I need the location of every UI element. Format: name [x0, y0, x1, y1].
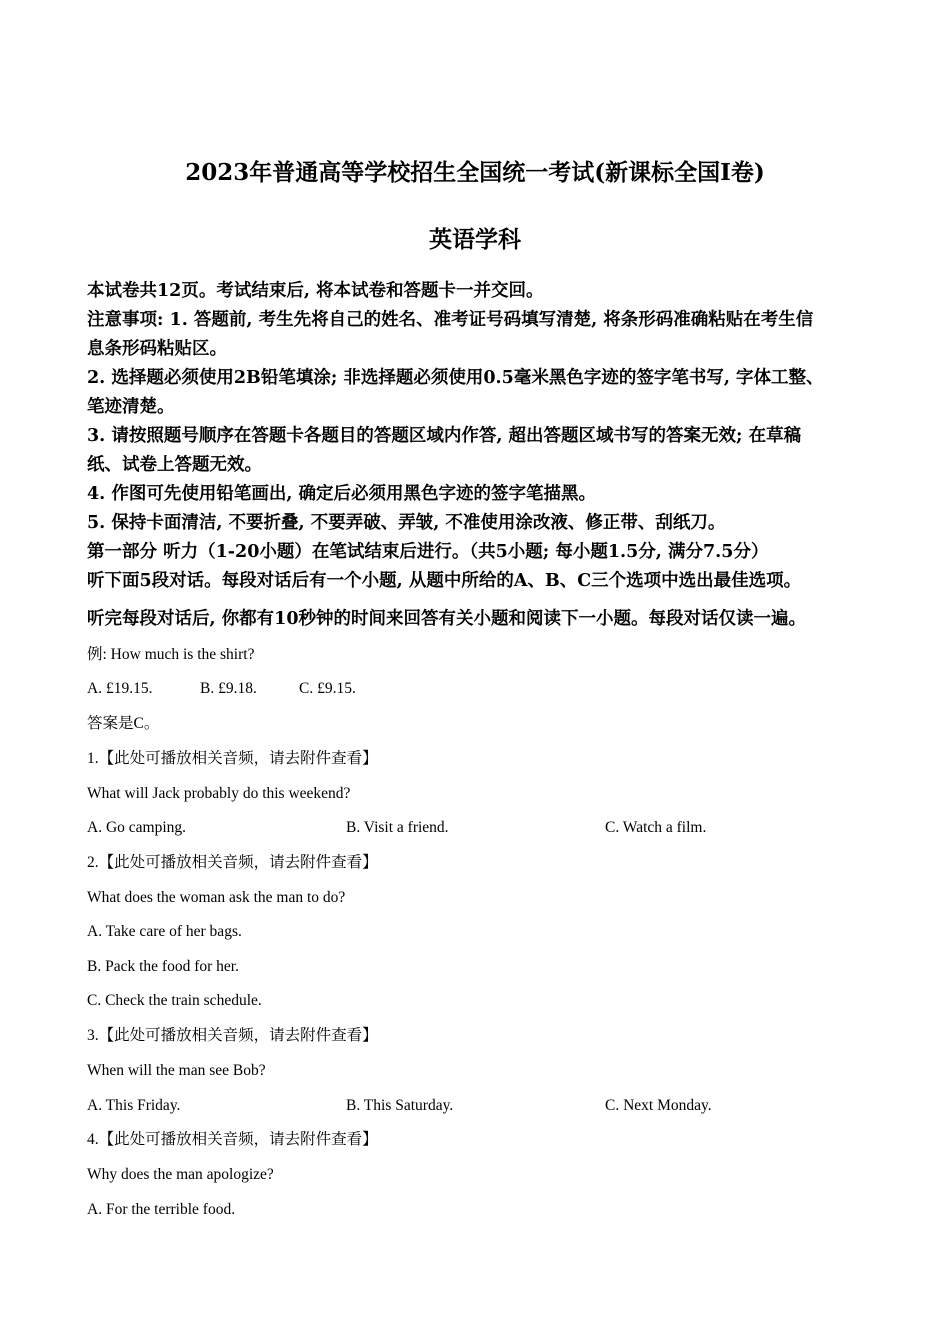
section-direction: 听下面5段对话。每段对话后有一个小题, 从题中所给的A、B、C三个选项中选出最佳选项。	[87, 571, 802, 591]
instruction-line: 3. 请按照题号顺序在答题卡各题目的答题区域内作答, 超出答题区域书写的答案无效; 在草稿	[87, 426, 802, 446]
instruction-line: 4. 作图可先使用铅笔画出, 确定后必须用黑色字迹的签字笔描黑。	[87, 484, 597, 504]
example-answer: 答案是C。	[87, 715, 160, 732]
instruction-line: 本试卷共12页。考试结束后, 将本试卷和答题卡一并交回。	[87, 281, 544, 301]
instruction-line: 息条形码粘贴区。	[87, 339, 227, 359]
instruction-line: 2. 选择题必须使用2B铅笔填涂; 非选择题必须使用0.5毫米黑色字迹的签字笔书写, 字体工整、	[87, 368, 824, 388]
audio-note: 4.【此处可播放相关音频，请去附件查看】	[87, 1131, 378, 1148]
example-option-a: A. £19.15.	[87, 680, 153, 697]
instruction-line: 纸、试卷上答题无效。	[87, 455, 262, 475]
option-c: C. Watch a film.	[605, 819, 707, 836]
question-text: What will Jack probably do this weekend?	[87, 785, 351, 802]
section-direction: 听完每段对话后, 你都有10秒钟的时间来回答有关小题和阅读下一小题。每段对话仅读一遍。	[87, 609, 807, 629]
instruction-line: 笔迹清楚。	[87, 397, 175, 417]
option-c: C. Check the train schedule.	[87, 992, 262, 1009]
question-text: What does the woman ask the man to do?	[87, 889, 346, 906]
audio-note: 1.【此处可播放相关音频，请去附件查看】	[87, 750, 378, 767]
option-a: A. This Friday.	[87, 1097, 181, 1114]
question-text: Why does the man apologize?	[87, 1166, 274, 1183]
option-b: B. This Saturday.	[346, 1097, 454, 1114]
option-a: A. Go camping.	[87, 819, 187, 836]
subject-title: 英语学科	[429, 226, 521, 253]
question-text: When will the man see Bob?	[87, 1062, 266, 1079]
option-a: A. For the terrible food.	[87, 1201, 236, 1218]
option-b: B. Visit a friend.	[346, 819, 449, 836]
example-option-b: B. £9.18.	[200, 680, 257, 697]
example-option-c: C. £9.15.	[299, 680, 356, 697]
option-a: A. Take care of her bags.	[87, 923, 242, 940]
section-heading: 第一部分 听力（1-20小题）在笔试结束后进行。（共5小题; 每小题1.5分, 满分7.5分）	[87, 542, 769, 562]
instruction-line: 注意事项: 1. 答题前, 考生先将自己的姓名、准考证号码填写清楚, 将条形码准确粘贴在考生信	[87, 310, 814, 330]
instruction-line: 5. 保持卡面清洁, 不要折叠, 不要弄破、弄皱, 不准使用涂改液、修正带、刮纸刀。	[87, 513, 726, 533]
option-c: C. Next Monday.	[605, 1097, 712, 1114]
example-question: 例: How much is the shirt?	[87, 646, 255, 663]
exam-title: 2023年普通高等学校招生全国统一考试(新课标全国Ⅰ卷)	[185, 159, 765, 186]
audio-note: 3.【此处可播放相关音频，请去附件查看】	[87, 1027, 378, 1044]
option-b: B. Pack the food for her.	[87, 958, 239, 975]
audio-note: 2.【此处可播放相关音频，请去附件查看】	[87, 854, 378, 871]
